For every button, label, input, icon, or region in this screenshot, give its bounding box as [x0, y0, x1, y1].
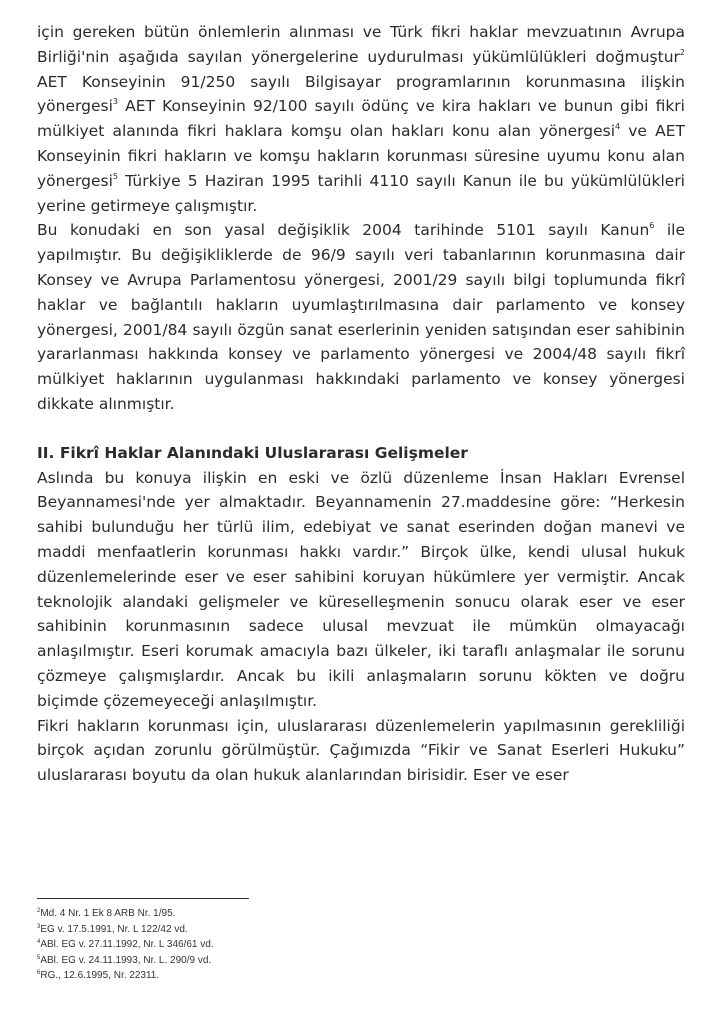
footnote-text: RG., 12.6.1995, Nr. 22311. — [40, 970, 160, 981]
footnote-ref: 6 — [649, 221, 655, 231]
footnote-number: 3 — [37, 923, 41, 930]
footnote-text: Md. 4 Nr. 1 Ek 8 ARB Nr. 1/95. — [40, 908, 176, 919]
footnote-ref: 5 — [112, 171, 118, 181]
text-run: Aslında bu konuya ilişkin en eski ve özlü düzenleme İnsan Hakları Evrensel Beyannamesi'nde yer almaktadır. Beyannamenin 27.maddesine göre: “Herkesin sahibi bulunduğu her türlü ilim, edebiyat ve sanat eserinden doğan manevi ve maddi menfaatlerin korunması hakkı vardır.” Birçok ülke, kendi ulusal hukuk düzenlemelerinde eser ve eser sahibini koruyan hükümlere yer vermiştir. Ancak teknolojik alandaki gelişmeler ve küreselleşmenin sonucu olarak eser ve eser sahibinin korunmasının sadece ulusal mevzuat ile mümkün olmayacağı anlaşılmıştır. Eseri korumak amacıyla bazı ülkeler, iki taraflı anlaşmalar ile sorunu çözmeye çalışmışlardır. Ancak bu ikili anlaşmaların sorunu kökten ve doğru biçimde çözemeyeceği anlaşılmıştır. — [37, 468, 685, 710]
footnote-text: ABl. EG v. 27.11.1992, Nr. L 346/61 vd. — [40, 939, 214, 950]
footnote-number: 4 — [37, 939, 41, 945]
footnote — [37, 922, 214, 938]
footnote-text: ABl. EG v. 24.11.1993, Nr. L. 290/9 vd. — [40, 954, 212, 966]
text-run: Türkiye 5 Haziran 1995 tarihli 4110 sayılı Kanun ile bu yükümlülükleri yerine getirmeye çalışmıştır. — [37, 171, 685, 215]
text-run: II. Fikrî Haklar Alanındaki Uluslararası Gelişmeler — [37, 443, 468, 462]
text-run: ve AET Konseyinin fikri hakların ve komşu hakların korunması süresine uyumu konu alan yönergesi — [37, 122, 685, 190]
footnote-text: EG v. 17.5.1991, Nr. L 122/42 vd. — [40, 923, 188, 935]
text-run: AET Konseyinin 91/250 sayılı Bilgisayar programlarının korunmasına ilişkin yönergesi — [37, 72, 685, 116]
footnote-ref: 3 — [112, 97, 118, 107]
text-run: AET Konseyinin 92/100 sayılı ödünç ve kira hakları ve bunun gibi fikri mülkiyet alanında fikri haklara komşu olan hakları konu alan yönergesi — [37, 97, 685, 141]
footnote — [37, 937, 214, 953]
text-run: ile yapılmıştır. Bu değişikliklerde de 96/9 sayılı veri tabanlarının korunmasına dair Konsey ve Avrupa Parlamentosu yönergesi, 2001/29 sayılı bilgi toplumunda fikrî haklar ve bağlantılı hakların uyumlaştırılmasına dair parlamento ve konsey yönergesi, 2001/84 sayılı özgün sanat eserlerinin yeniden satışından eser sahibinin yararlanması hakkında konsey ve parlamento yönergesi ve 2004/48 sayılı fikrî mülkiyet haklarının uygulanması hakkındaki parlamento ve konsey yönergesi dikkate alınmıştır. — [37, 221, 685, 413]
text-run: Fikri hakların korunması için, uluslararası düzenlemelerin yapılmasının gerekliliği birçok açıdan zorunlu görülmüştür. Çağımızda “Fikir ve Sanat Eserleri Hukuku” uluslararası boyutu da olan hukuk alanlarından birisidir. Eser ve eser — [37, 716, 685, 785]
paragraph — [37, 466, 685, 714]
footnote-separator — [37, 898, 249, 899]
footnote-ref: 2 — [679, 47, 685, 57]
footnote-number: 2 — [37, 908, 41, 914]
paragraph — [37, 20, 685, 218]
footnote-number: 5 — [37, 954, 41, 961]
footnote — [37, 968, 214, 984]
text-run: Bu konudaki en son yasal değişiklik 2004 tarihinde 5101 sayılı Kanun — [37, 221, 650, 240]
footnotes — [37, 906, 214, 984]
section-heading — [37, 441, 685, 466]
footnote-number: 6 — [37, 970, 41, 976]
footnote — [37, 953, 214, 969]
text-run: için gereken bütün önlemlerin alınması ve Türk fikri haklar mevzuatının Avrupa Birliği'nin aşağıda sayılan yönergelerine uydurulması yükümlülükleri doğmuştur — [37, 23, 685, 66]
paragraph — [37, 714, 685, 788]
body-text — [37, 20, 685, 788]
paragraph — [37, 218, 685, 416]
footnote — [37, 906, 214, 922]
footnote-ref: 4 — [615, 122, 621, 132]
